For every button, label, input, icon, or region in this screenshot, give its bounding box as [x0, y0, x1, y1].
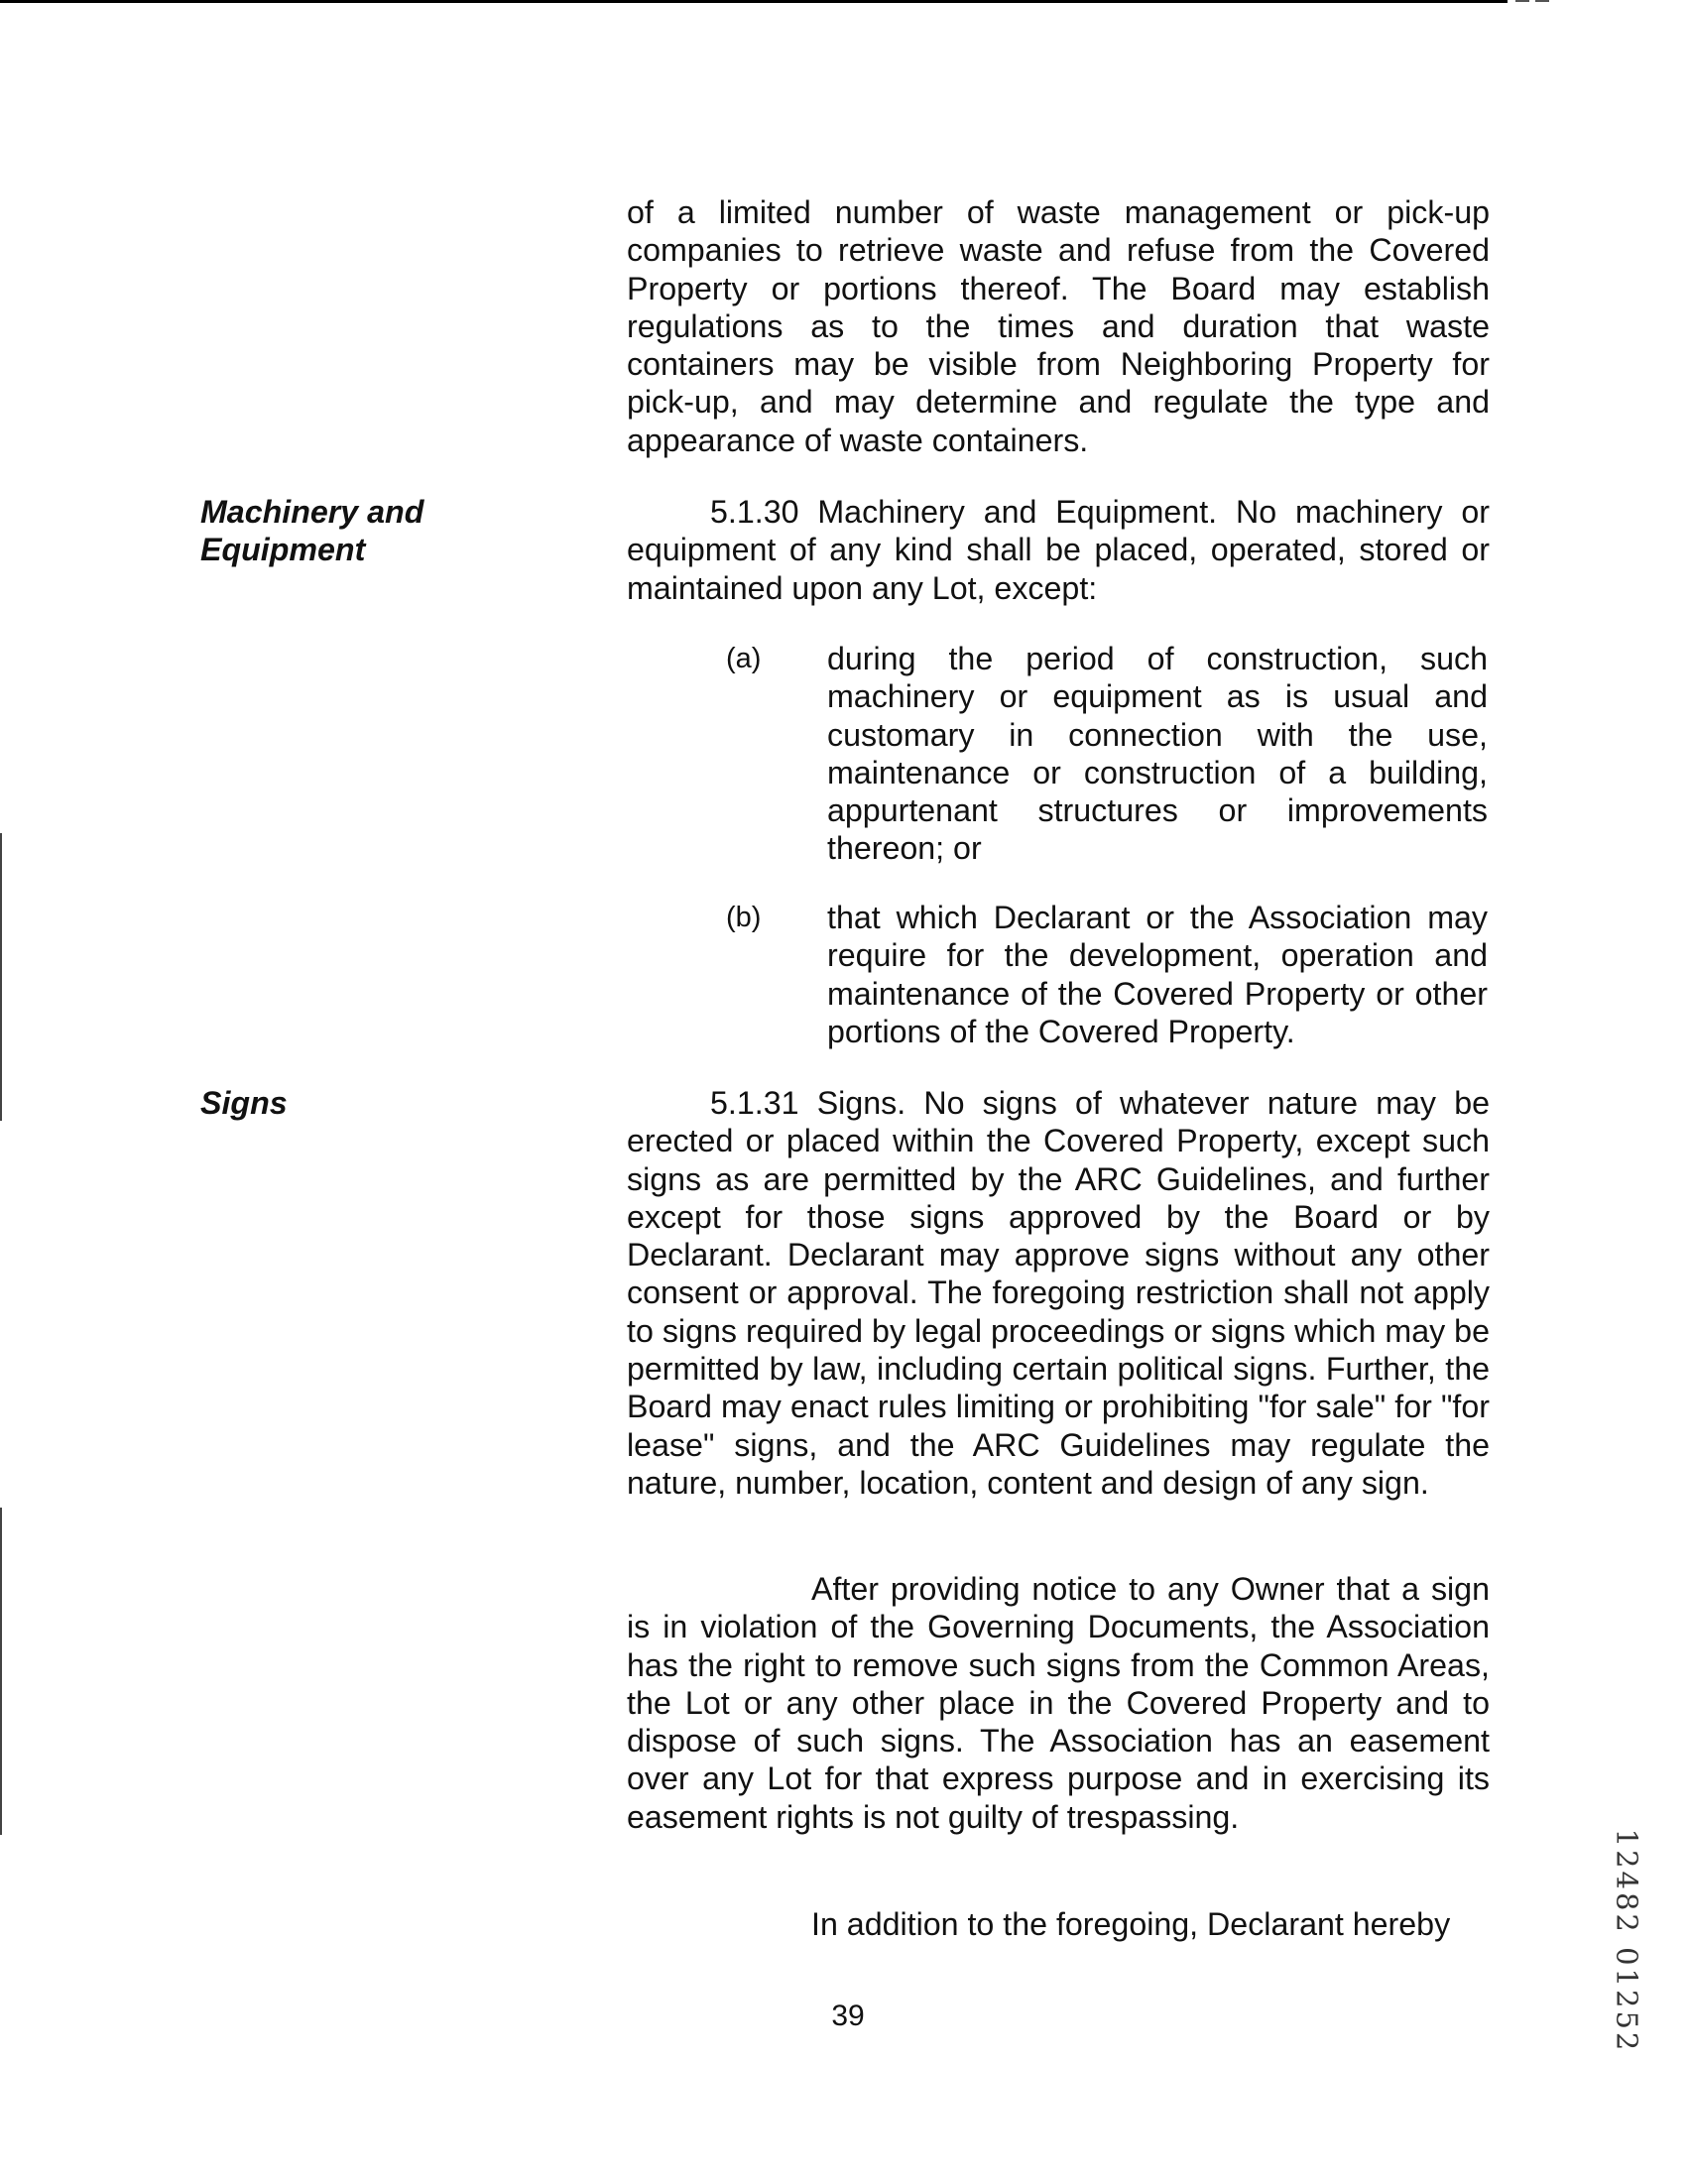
continuation-text: of a limited number of waste management or pick-up companies to retrieve waste and refuse from the Covered Property or portions thereof. The Board may establish regulations as to the times and duration that waste containers may be visible from Neighboring Property for pick-up, and may determine and regulate the type and appearance of waste containers. [627, 194, 1490, 458]
left-edge-mark [0, 833, 2, 1121]
list-item-label: (b) [726, 902, 762, 933]
margin-heading-line: Equipment [200, 532, 366, 568]
section-text: No machinery or equipment of any kind shall be placed, operated, stored or maintained upon any Lot, except: [627, 494, 1490, 606]
section-paragraph [627, 1084, 1490, 1502]
recording-stamp-text: 12482 01252 [1610, 1828, 1644, 2054]
section-number: 5.1.30 [710, 494, 799, 530]
top-border-fragment [1515, 0, 1529, 2]
section-title: Signs. [816, 1085, 906, 1121]
margin-heading-machinery [200, 493, 538, 569]
list-item-label: (a) [726, 643, 762, 674]
list-item-text: that which Declarant or the Association may require for the development, operation and maintenance of the Covered Property or other portions of the Covered Property. [827, 900, 1488, 1049]
margin-heading-signs [200, 1084, 538, 1122]
continuation-paragraph [627, 193, 1490, 459]
margin-heading-line: Signs [200, 1085, 288, 1121]
section-paragraph: In addition to the foregoing, Declarant hereby [811, 1906, 1451, 1942]
left-edge-mark [0, 1508, 2, 1835]
list-item-text: during the period of construction, such machinery or equipment as is usual and customary in connection with the use, maintenance or construction of a building, appurtenant structures or improvements thereon; or [827, 641, 1488, 867]
signs-addition-paragraph [627, 1905, 1490, 1943]
section-text: No signs of whatever nature may be erected or placed within the Covered Property, except such signs as are permitted by the ARC Guidelines, and further except for those signs approved by the Board or by Declarant. Declarant may approve signs without any other consent or approval. The foregoing restriction shall not apply to signs required by legal proceedings or signs which may be permitted by law, including certain political signs. Further, the Board may enact rules limiting or prohibiting "for sale" for "for lease" signs, and the ARC Guidelines may regulate the nature, number, location, content and design of any sign. [627, 1085, 1490, 1501]
recording-stamp [1605, 1828, 1648, 2054]
top-border-fragment [1535, 0, 1549, 2]
section-paragraph [627, 493, 1490, 607]
section-number: 5.1.31 [710, 1085, 799, 1121]
section-5-1-31 [627, 1084, 1490, 1502]
margin-heading-line: Machinery and [200, 494, 424, 530]
section-title: Machinery and Equipment. [817, 494, 1218, 530]
top-border-line [0, 0, 1508, 3]
page-number: 39 [831, 2000, 865, 2032]
section-paragraph: After providing notice to any Owner that a sign is in violation of the Governing Documents, the Association has the right to remove such signs from the Common Areas, the Lot or any other place in the Covered Property and to dispose of such signs. The Association has an easement over any Lot for that express purpose and in exercising its easement rights is not guilty of trespassing. [627, 1571, 1490, 1835]
section-5-1-30 [627, 493, 1490, 607]
signs-removal-paragraph [627, 1570, 1490, 1836]
